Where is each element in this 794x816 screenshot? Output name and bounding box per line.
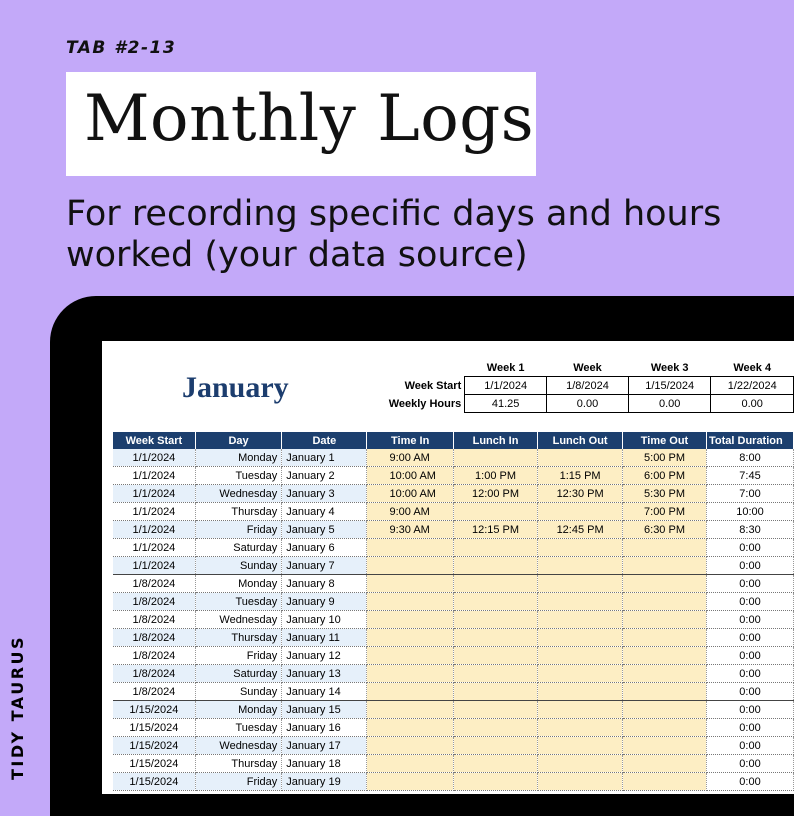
day-cell[interactable]: Thursday	[195, 629, 281, 647]
weekly-hours-cell[interactable]: 0.00	[547, 395, 629, 413]
time-in-cell[interactable]	[367, 719, 453, 737]
lunch-out-cell[interactable]	[538, 737, 623, 755]
summary-corner	[380, 359, 465, 377]
table-row	[113, 683, 794, 701]
week-start-cell[interactable]: 1/8/2024	[113, 575, 195, 593]
week-start-cell[interactable]: 1/22/2024	[711, 377, 794, 395]
day-cell[interactable]: Sunday	[195, 683, 281, 701]
time-in-cell[interactable]	[367, 629, 453, 647]
lunch-in-cell[interactable]	[453, 557, 537, 575]
day-cell[interactable]: Wednesday	[195, 485, 281, 503]
date-cell[interactable]: January 4	[282, 503, 367, 521]
week-start-cell[interactable]: 1/1/2024	[113, 503, 195, 521]
date-cell[interactable]: January 2	[282, 467, 367, 485]
lunch-out-cell[interactable]	[538, 593, 623, 611]
date-cell[interactable]: January 13	[282, 665, 367, 683]
total-duration-cell[interactable]: 0:00	[706, 629, 793, 647]
date-cell[interactable]: January 10	[282, 611, 367, 629]
week-start-cell[interactable]: 1/8/2024	[113, 665, 195, 683]
day-cell[interactable]: Friday	[195, 647, 281, 665]
lunch-in-cell[interactable]	[453, 611, 537, 629]
week-start-cell[interactable]: 1/15/2024	[113, 701, 195, 719]
table-row	[113, 539, 794, 557]
lunch-out-cell[interactable]	[538, 665, 623, 683]
week-start-cell[interactable]: 1/1/2024	[113, 557, 195, 575]
total-duration-cell[interactable]: 0:00	[706, 611, 793, 629]
total-duration-cell[interactable]: 0:00	[706, 539, 793, 557]
lunch-in-cell[interactable]	[453, 683, 537, 701]
date-cell[interactable]: January 19	[282, 773, 367, 791]
total-duration-cell[interactable]: 8:30	[706, 521, 793, 539]
time-out-cell[interactable]: 6:30 PM	[623, 521, 707, 539]
date-cell[interactable]: January 3	[282, 485, 367, 503]
lunch-in-cell[interactable]	[453, 701, 537, 719]
lunch-out-cell[interactable]	[538, 647, 623, 665]
time-in-cell[interactable]	[367, 575, 453, 593]
week-start-cell[interactable]: 1/15/2024	[113, 719, 195, 737]
table-row	[113, 773, 794, 791]
time-out-cell[interactable]	[623, 737, 707, 755]
tab-label: TAB #2-13	[66, 38, 177, 58]
time-out-cell[interactable]	[623, 773, 707, 791]
table-row	[113, 575, 794, 593]
time-out-cell[interactable]	[623, 629, 707, 647]
day-cell[interactable]: Monday	[195, 449, 281, 467]
table-row	[113, 503, 794, 521]
date-cell[interactable]: January 15	[282, 701, 367, 719]
lunch-out-cell[interactable]: 12:30 PM	[538, 485, 623, 503]
time-in-cell[interactable]: 10:00 AM	[367, 467, 453, 485]
weekly-hours-cell[interactable]: 0.00	[711, 395, 794, 413]
time-out-cell[interactable]	[623, 683, 707, 701]
total-duration-cell[interactable]: 0:00	[706, 647, 793, 665]
week-header: Week 1	[486, 361, 525, 374]
table-row	[113, 557, 794, 575]
time-in-cell[interactable]: 9:00 AM	[367, 503, 453, 521]
time-in-cell[interactable]	[367, 539, 453, 557]
week-start-label: Week Start	[404, 379, 462, 392]
total-duration-cell[interactable]: 0:00	[706, 701, 793, 719]
lunch-out-cell[interactable]	[538, 539, 623, 557]
time-in-cell[interactable]	[367, 665, 453, 683]
time-in-cell[interactable]: 9:00 AM	[367, 449, 453, 467]
table-row	[113, 521, 794, 539]
total-duration-cell[interactable]: 0:00	[706, 737, 793, 755]
weekly-summary-table	[380, 359, 794, 413]
lunch-in-cell[interactable]	[453, 773, 537, 791]
lunch-in-cell[interactable]: 1:00 PM	[453, 467, 537, 485]
table-row	[113, 701, 794, 719]
month-title: January	[182, 371, 289, 404]
total-duration-cell[interactable]: 0:00	[706, 575, 793, 593]
time-in-cell[interactable]	[367, 701, 453, 719]
week-start-cell[interactable]: 1/1/2024	[113, 485, 195, 503]
lunch-in-cell[interactable]: 12:00 PM	[453, 485, 537, 503]
table-row	[113, 449, 794, 467]
week-start-cell[interactable]: 1/15/2024	[113, 773, 195, 791]
lunch-out-cell[interactable]	[538, 701, 623, 719]
day-cell[interactable]: Thursday	[195, 503, 281, 521]
date-cell[interactable]: January 16	[282, 719, 367, 737]
time-in-cell[interactable]	[367, 737, 453, 755]
spreadsheet-screen	[102, 341, 794, 794]
time-out-cell[interactable]	[623, 539, 707, 557]
lunch-out-cell[interactable]	[538, 773, 623, 791]
week-start-cell[interactable]: 1/15/2024	[628, 377, 711, 395]
table-row	[113, 719, 794, 737]
time-out-cell[interactable]	[623, 701, 707, 719]
table-row	[113, 647, 794, 665]
date-cell[interactable]: January 11	[282, 629, 367, 647]
lunch-out-cell[interactable]	[538, 719, 623, 737]
column-header[interactable]: Date	[282, 432, 367, 449]
time-out-cell[interactable]	[623, 719, 707, 737]
time-in-cell[interactable]	[367, 683, 453, 701]
lunch-in-cell[interactable]	[453, 647, 537, 665]
week-start-cell[interactable]: 1/8/2024	[113, 611, 195, 629]
table-row	[113, 665, 794, 683]
week-start-cell[interactable]: 1/1/2024	[113, 539, 195, 557]
column-header[interactable]: Lunch Out	[538, 432, 623, 449]
lunch-out-cell[interactable]: 12:45 PM	[538, 521, 623, 539]
time-out-cell[interactable]: 7:00 PM	[623, 503, 707, 521]
table-row	[113, 737, 794, 755]
total-duration-cell[interactable]: 0:00	[706, 593, 793, 611]
time-out-cell[interactable]	[623, 755, 707, 773]
time-in-cell[interactable]: 9:30 AM	[367, 521, 453, 539]
lunch-in-cell[interactable]	[453, 449, 537, 467]
column-header[interactable]: Day	[195, 432, 281, 449]
lunch-in-cell[interactable]	[453, 755, 537, 773]
column-header[interactable]: Total Duration	[706, 432, 793, 449]
table-row	[113, 629, 794, 647]
total-duration-cell[interactable]: 10:00	[706, 503, 793, 521]
lunch-in-cell[interactable]	[453, 593, 537, 611]
day-cell[interactable]: Monday	[195, 701, 281, 719]
lunch-out-cell[interactable]	[538, 755, 623, 773]
time-in-cell[interactable]	[367, 647, 453, 665]
date-cell[interactable]: January 12	[282, 647, 367, 665]
time-out-cell[interactable]	[623, 575, 707, 593]
day-cell[interactable]: Monday	[195, 575, 281, 593]
date-cell[interactable]: January 7	[282, 557, 367, 575]
week-start-cell[interactable]: 1/15/2024	[113, 737, 195, 755]
date-cell[interactable]: January 17	[282, 737, 367, 755]
page-title: Monthly Logs	[84, 82, 535, 156]
lunch-out-cell[interactable]	[538, 683, 623, 701]
column-header[interactable]: Lunch In	[453, 432, 537, 449]
time-in-cell[interactable]	[367, 557, 453, 575]
table-row	[113, 593, 794, 611]
time-in-cell[interactable]	[367, 755, 453, 773]
date-cell[interactable]: January 6	[282, 539, 367, 557]
week-start-cell[interactable]: 1/8/2024	[113, 683, 195, 701]
time-out-cell[interactable]	[623, 557, 707, 575]
total-duration-cell[interactable]: 0:00	[706, 719, 793, 737]
day-cell[interactable]: Sunday	[195, 557, 281, 575]
week-start-cell[interactable]: 1/8/2024	[113, 593, 195, 611]
weekly-hours-label: Weekly Hours	[388, 397, 462, 410]
column-header-row	[113, 432, 794, 449]
week-start-cell[interactable]: 1/1/2024	[113, 521, 195, 539]
lunch-out-cell[interactable]	[538, 557, 623, 575]
total-duration-cell[interactable]: 0:00	[706, 773, 793, 791]
total-duration-cell[interactable]: 8:00	[706, 449, 793, 467]
subtitle: For recording specific days and hours worked (your data source)	[66, 194, 722, 275]
table-row	[113, 755, 794, 773]
day-cell[interactable]: Saturday	[195, 539, 281, 557]
lunch-in-cell[interactable]	[453, 539, 537, 557]
lunch-out-cell[interactable]: 1:15 PM	[538, 467, 623, 485]
time-in-cell[interactable]	[367, 593, 453, 611]
lunch-in-cell[interactable]	[453, 665, 537, 683]
time-out-cell[interactable]	[623, 665, 707, 683]
date-cell[interactable]: January 14	[282, 683, 367, 701]
day-cell[interactable]: Tuesday	[195, 719, 281, 737]
week-start-cell[interactable]: 1/8/2024	[113, 629, 195, 647]
time-out-cell[interactable]: 6:00 PM	[623, 467, 707, 485]
date-cell[interactable]: January 9	[282, 593, 367, 611]
table-row	[113, 611, 794, 629]
lunch-out-cell[interactable]	[538, 503, 623, 521]
week-start-cell[interactable]: 1/15/2024	[113, 755, 195, 773]
total-duration-cell[interactable]: 7:00	[706, 485, 793, 503]
lunch-out-cell[interactable]	[538, 629, 623, 647]
week-header: Week 3	[650, 361, 689, 374]
week-start-cell[interactable]: 1/8/2024	[113, 647, 195, 665]
lunch-in-cell[interactable]	[453, 629, 537, 647]
time-out-cell[interactable]	[623, 611, 707, 629]
lunch-in-cell[interactable]	[453, 575, 537, 593]
week-header: Week	[573, 361, 602, 374]
date-cell[interactable]: January 18	[282, 755, 367, 773]
lunch-in-cell[interactable]	[453, 719, 537, 737]
lunch-out-cell[interactable]	[538, 449, 623, 467]
day-cell[interactable]: Friday	[195, 521, 281, 539]
time-in-cell[interactable]	[367, 773, 453, 791]
day-cell[interactable]: Friday	[195, 773, 281, 791]
week-start-cell[interactable]: 1/1/2024	[113, 467, 195, 485]
lunch-out-cell[interactable]	[538, 611, 623, 629]
title-box	[66, 72, 536, 176]
monthly-log-table	[113, 432, 794, 791]
table-row	[113, 485, 794, 503]
total-duration-cell[interactable]: 0:00	[706, 755, 793, 773]
brand-label: TIDY TAURUS	[8, 634, 27, 780]
day-cell[interactable]: Tuesday	[195, 593, 281, 611]
weekly-hours-cell[interactable]: 0.00	[628, 395, 711, 413]
total-duration-cell[interactable]: 0:00	[706, 683, 793, 701]
lunch-in-cell[interactable]: 12:15 PM	[453, 521, 537, 539]
table-row	[113, 467, 794, 485]
column-header[interactable]: Time In	[367, 432, 453, 449]
date-cell[interactable]: January 1	[282, 449, 367, 467]
day-cell[interactable]: Saturday	[195, 665, 281, 683]
date-cell[interactable]: January 8	[282, 575, 367, 593]
weekly-hours-cell[interactable]: 41.25	[465, 395, 547, 413]
time-out-cell[interactable]	[623, 647, 707, 665]
lunch-in-cell[interactable]	[453, 737, 537, 755]
date-cell[interactable]: January 5	[282, 521, 367, 539]
lunch-in-cell[interactable]	[453, 503, 537, 521]
day-cell[interactable]: Tuesday	[195, 467, 281, 485]
day-cell[interactable]: Thursday	[195, 755, 281, 773]
time-out-cell[interactable]: 5:30 PM	[623, 485, 707, 503]
column-header[interactable]: Week Start	[113, 432, 195, 449]
total-duration-cell[interactable]: 0:00	[706, 557, 793, 575]
total-duration-cell[interactable]: 0:00	[706, 665, 793, 683]
total-duration-cell[interactable]: 7:45	[706, 467, 793, 485]
week-start-cell[interactable]: 1/1/2024	[465, 377, 547, 395]
week-header: Week 4	[733, 361, 772, 374]
time-in-cell[interactable]	[367, 611, 453, 629]
time-out-cell[interactable]: 5:00 PM	[623, 449, 707, 467]
week-start-cell[interactable]: 1/8/2024	[547, 377, 629, 395]
column-header[interactable]: Time Out	[623, 432, 707, 449]
day-cell[interactable]: Wednesday	[195, 737, 281, 755]
week-start-cell[interactable]: 1/1/2024	[113, 449, 195, 467]
day-cell[interactable]: Wednesday	[195, 611, 281, 629]
time-out-cell[interactable]	[623, 593, 707, 611]
time-in-cell[interactable]: 10:00 AM	[367, 485, 453, 503]
lunch-out-cell[interactable]	[538, 575, 623, 593]
